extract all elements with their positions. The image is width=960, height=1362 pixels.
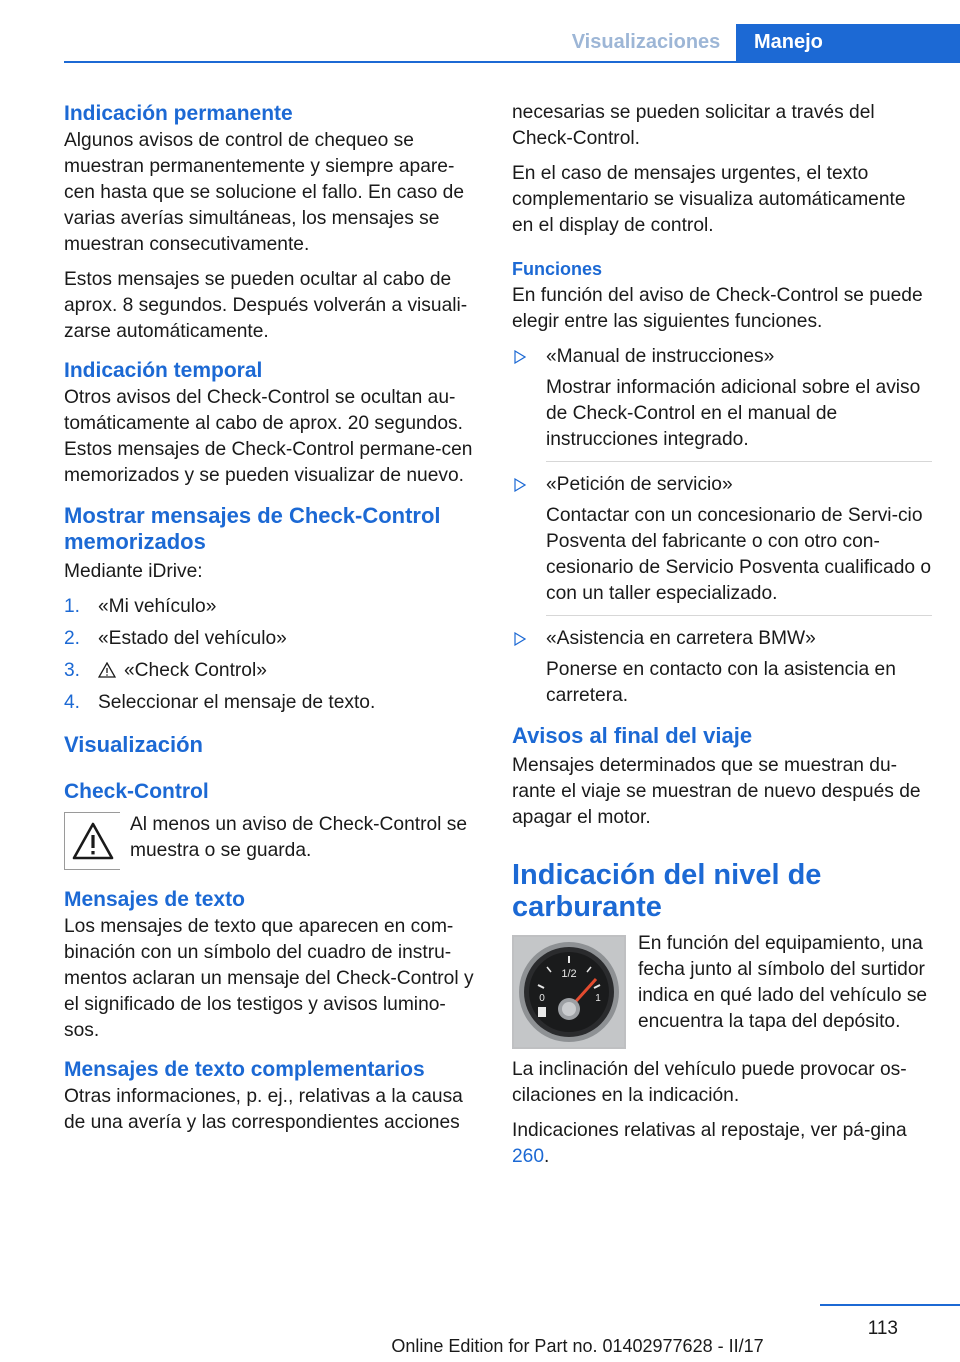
warning-triangle-icon (98, 662, 116, 678)
step-item (64, 690, 479, 716)
step-number: 1. (64, 596, 81, 617)
check-control-text: Al menos un aviso de Check-Control se muestra o se guarda. (130, 814, 468, 861)
heading-avisos-final-viaje: Avisos al final del viaje (512, 723, 753, 748)
step-item (64, 594, 479, 620)
step-text: «Check Control» (124, 660, 267, 681)
paragraph-permanente-1: Algunos avisos de control de chequeo se muestran permanentemente y siempre apare‐cen hasta que se solucione el fallo. En caso de varias averías simultáneas, los mensajes se muestran consecutivamente. (64, 130, 465, 255)
heading-indicacion-temporal: Indicación temporal (64, 359, 263, 382)
paragraph-idrive: Mediante iDrive: (64, 561, 203, 582)
function-desc: Contactar con un concesionario de Servi‐cio Posventa del fabricante o con otro con‐cesionario de Servicio Posventa cualificado o con un taller especializado. (546, 505, 932, 604)
step-text: «Mi vehículo» (98, 596, 217, 617)
right-column (512, 100, 932, 1179)
page-header (0, 24, 960, 62)
step-item (64, 658, 479, 684)
gauge-full-label: 1 (595, 993, 601, 1004)
paragraph-urgentes: En el caso de mensajes urgentes, el texto complementario se visualiza automáticamente en el display de control. (512, 163, 906, 236)
heading-funciones: Funciones (512, 259, 603, 279)
step-number: 4. (64, 692, 81, 713)
steps-list (64, 594, 479, 716)
repostaje-end: . (544, 1146, 550, 1167)
step-item (64, 626, 479, 652)
function-item (512, 344, 932, 462)
function-desc: Ponerse en contacto con la asistencia en carretera. (546, 659, 896, 706)
paragraph-inclinacion: La inclinación del vehículo puede provocar os‐cilaciones en la indicación. (512, 1059, 907, 1106)
check-control-icon-frame (64, 812, 120, 870)
functions-list (512, 344, 932, 709)
function-desc: Mostrar información adicional sobre el aviso de Check-Control en el manual de instrucciones integrado. (546, 377, 921, 450)
fuel-block (512, 931, 932, 1049)
fuel-gauge-icon (514, 937, 624, 1047)
heading-visualizacion: Visualización (64, 732, 203, 757)
step-text: «Estado del vehículo» (98, 628, 287, 649)
footer-rule (820, 1304, 960, 1306)
tab-visualizaciones[interactable]: Visualizaciones (571, 31, 721, 53)
function-item (512, 626, 932, 709)
paragraph-mensajes-complementarios: Otras informaciones, p. ej., relativas a la causa de una avería y las correspondientes acciones (64, 1086, 463, 1133)
tab-manejo[interactable]: Manejo (736, 24, 960, 63)
repostaje-text: Indicaciones relativas al repostaje, ver pá‐gina (512, 1120, 907, 1141)
function-title: «Petición de servicio» (546, 474, 733, 495)
paragraph-permanente-2: Estos mensajes se pueden ocultar al cabo de aprox. 8 segundos. Después volverán a visuali‐zarse automáticamente. (64, 269, 468, 342)
footer-edition: Online Edition for Part no. 01402977628 - II/17 (391, 1336, 764, 1356)
triangle-bullet-icon (514, 478, 526, 492)
triangle-bullet-icon (514, 632, 526, 646)
step-number: 2. (64, 628, 81, 649)
header-rule (64, 61, 960, 63)
warning-triangle-icon (71, 821, 115, 861)
function-title: «Asistencia en carretera BMW» (546, 628, 816, 649)
heading-nivel-carburante: Indicación del nivel de carburante (512, 859, 822, 923)
function-title: «Manual de instrucciones» (546, 346, 775, 367)
fuel-text: En función del equipamiento, una fecha junto al símbolo del surtidor indica en qué lado del vehículo se encuentra la tapa del depósito. (638, 933, 928, 1032)
paragraph-repostaje (512, 1118, 932, 1170)
check-control-block (64, 812, 479, 870)
paragraph-mensajes-texto: Los mensajes de texto que aparecen en com‐binación con un símbolo del cuadro de instru‐mentos aclaran un mensaje del Check-Control y el significado de los testigos y avisos lumino‐sos. (64, 916, 474, 1041)
paragraph-temporal: Otros avisos del Check-Control se ocultan au‐tomáticamente al cabo de aprox. 20 segundos. Estos mensajes de Check-Control permane‐cen memorizados y se pueden visualizar de nuevo. (64, 387, 473, 486)
list-divider (546, 615, 932, 616)
page-number: 113 (867, 1318, 898, 1339)
heading-mensajes-texto: Mensajes de texto (64, 888, 245, 911)
paragraph-avisos-final-viaje: Mensajes determinados que se muestran du‐rante el viaje se muestran de nuevo después de apagar el motor. (512, 755, 921, 828)
step-text: Seleccionar el mensaje de texto. (98, 692, 376, 713)
fuel-pump-icon (538, 1007, 546, 1017)
function-item (512, 472, 932, 616)
page-link-260[interactable]: 260 (512, 1146, 545, 1167)
list-divider (546, 461, 932, 462)
paragraph-continuacion: necesarias se pueden solicitar a través del Check-Control. (512, 102, 875, 149)
heading-mensajes-complementarios: Mensajes de texto complementarios (64, 1058, 425, 1081)
triangle-bullet-icon (514, 350, 526, 364)
heading-check-control: Check-Control (64, 780, 209, 803)
fuel-gauge-image (512, 935, 626, 1049)
paragraph-funciones: En función del aviso de Check-Control se puede elegir entre las siguientes funciones. (512, 285, 923, 332)
left-column (64, 100, 479, 1145)
heading-mostrar-mensajes: Mostrar mensajes de Check-Control memorizados (64, 503, 441, 554)
heading-indicacion-permanente: Indicación permanente (64, 102, 293, 125)
step-number: 3. (64, 660, 81, 681)
gauge-half-label: 1/2 (561, 968, 577, 980)
gauge-empty-label: 0 (539, 993, 545, 1004)
